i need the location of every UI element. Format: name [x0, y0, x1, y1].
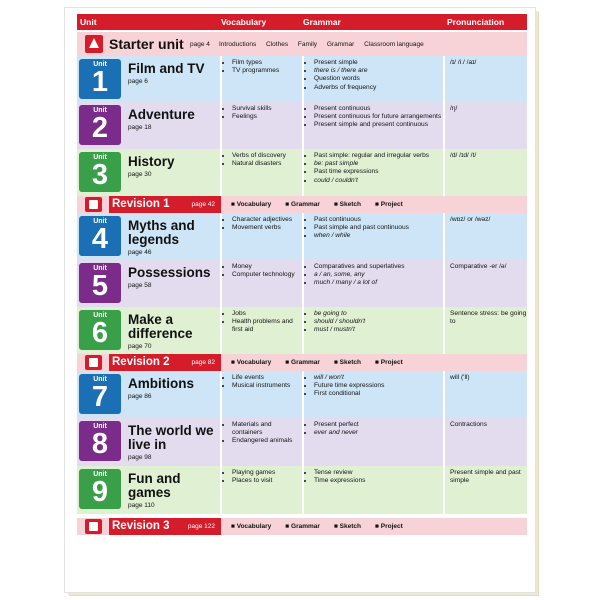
- revision-title-bar: [109, 354, 221, 371]
- grammar-item: • Present simple: [314, 59, 443, 67]
- vocabulary-cell: [221, 418, 301, 466]
- vocabulary-item: • Endangered animals: [232, 437, 301, 445]
- starter-items: [219, 41, 432, 48]
- unit-row: [77, 466, 527, 514]
- unit-title-text: Fun and games: [128, 471, 181, 500]
- revision-item: Vocabulary: [236, 359, 272, 366]
- unit-title: [128, 472, 220, 510]
- unit-title-text: Make a difference: [128, 312, 193, 341]
- grammar-item: • a / an, some, any: [314, 271, 443, 279]
- header-pronunciation: Pronunciation: [447, 17, 505, 27]
- unit-page: page 58: [128, 282, 152, 289]
- unit-number: 1: [91, 66, 109, 98]
- revision-page: page 42: [191, 201, 215, 208]
- vocabulary-list: [223, 469, 301, 485]
- revision-row: [77, 518, 527, 535]
- unit-number: 8: [91, 428, 109, 460]
- pronunciation-cell: /ɪ/ /iː/ /aɪ/: [450, 59, 477, 66]
- grammar-list: [305, 105, 443, 130]
- grammar-item: • could / couldn't: [314, 177, 443, 185]
- grammar-item: • should / shouldn't: [314, 318, 443, 326]
- grammar-item: • Question words: [314, 75, 443, 83]
- grammar-item: • be going to: [314, 310, 443, 318]
- revision-title: Revision 2: [112, 356, 170, 368]
- vocabulary-cell: [221, 102, 301, 149]
- pronunciation-cell: /ŋ/: [450, 105, 458, 112]
- vocabulary-item: • Jobs: [232, 310, 301, 318]
- header-unit: Unit: [80, 17, 97, 27]
- unit-title: [128, 155, 220, 179]
- unit-title-text: Adventure: [128, 107, 195, 122]
- pronunciation-cell: Present simple and past simple: [450, 469, 521, 485]
- table-header: [77, 14, 527, 30]
- revision-item: Sketch: [339, 201, 361, 208]
- unit-row: [77, 149, 527, 196]
- grammar-list: [305, 152, 443, 185]
- unit-label: Unit: [93, 376, 107, 383]
- vocabulary-item: • Movement verbs: [232, 224, 301, 232]
- pronunciation-cell: /wɒz/ or /wəz/: [450, 216, 491, 223]
- grammar-cell: [303, 213, 443, 260]
- revision-title-bar: [109, 196, 221, 213]
- revision-title-bar: [109, 518, 221, 535]
- unit-number-badge: [79, 59, 121, 99]
- unit-number: 5: [91, 270, 109, 302]
- unit-label: Unit: [93, 154, 107, 161]
- revision-title: Revision 3: [112, 520, 170, 532]
- grammar-item: • be: past simple: [314, 160, 443, 168]
- vocabulary-item: • Places to visit: [232, 477, 301, 485]
- unit-label: Unit: [93, 471, 107, 478]
- book-icon: [85, 197, 102, 212]
- contents-page: [65, 8, 535, 592]
- unit-title: [128, 108, 220, 132]
- unit-label: Unit: [93, 423, 107, 430]
- vocabulary-list: [223, 59, 301, 75]
- unit-number-badge: [79, 374, 121, 414]
- vocabulary-list: [223, 216, 301, 232]
- unit-row: [77, 371, 527, 418]
- grammar-item: • Present perfect: [314, 421, 443, 429]
- unit-number-badge: [79, 105, 121, 145]
- grammar-item: • will / won't: [314, 374, 443, 382]
- unit-row: [77, 307, 527, 354]
- revision-item: Grammar: [291, 523, 320, 530]
- vocabulary-cell: [221, 466, 301, 514]
- grammar-cell: [303, 418, 443, 466]
- unit-label: Unit: [93, 107, 107, 114]
- revision-items: ■ Vocabulary ■ Grammar ■ Sketch ■ Project: [231, 523, 403, 530]
- unit-number-badge: [79, 152, 121, 192]
- revision-page: page 82: [191, 359, 215, 366]
- unit-number-badge: [79, 216, 121, 256]
- pronunciation-cell: Sentence stress: be going to: [450, 310, 527, 326]
- vocabulary-item: • Money: [232, 263, 301, 271]
- grammar-list: [305, 59, 443, 92]
- vocabulary-item: • Feelings: [232, 113, 301, 121]
- grammar-cell: [303, 307, 443, 354]
- revision-item: Sketch: [339, 359, 361, 366]
- grammar-item: • Present simple and present continuous: [314, 121, 443, 129]
- grammar-item: • Past time expressions: [314, 168, 443, 176]
- unit-title-text: Ambitions: [128, 376, 194, 391]
- unit-number: 3: [91, 159, 109, 191]
- starter-page: page 4: [190, 41, 210, 48]
- vocabulary-item: • Playing games: [232, 469, 301, 477]
- header-grammar: Grammar: [303, 17, 341, 27]
- pronunciation-cell: /d/ /ɪd/ /t/: [450, 152, 477, 159]
- revision-row: [77, 196, 527, 213]
- vocabulary-item: • Film types: [232, 59, 301, 67]
- vocabulary-item: • Life events: [232, 374, 301, 382]
- unit-number: 2: [91, 112, 109, 144]
- unit-page: page 18: [128, 124, 152, 131]
- vocabulary-cell: [221, 149, 301, 196]
- unit-title-text: History: [128, 154, 175, 169]
- unit-title: [128, 424, 220, 462]
- starter-item: Clothes: [266, 41, 289, 48]
- book-icon: [85, 355, 102, 370]
- starter-unit-row: [77, 32, 527, 56]
- vocabulary-item: • Natural disasters: [232, 160, 301, 168]
- grammar-item: • Tense review: [314, 469, 443, 477]
- vocabulary-cell: [221, 213, 301, 260]
- unit-page: page 6: [128, 78, 148, 85]
- vocabulary-list: [223, 263, 301, 279]
- vocabulary-item: • TV programmes: [232, 67, 301, 75]
- unit-label: Unit: [93, 218, 107, 225]
- revision-item: Project: [380, 201, 403, 208]
- grammar-item: • Past simple: regular and irregular verbs: [314, 152, 443, 160]
- unit-row: [77, 56, 527, 102]
- vocabulary-list: [223, 152, 301, 168]
- unit-page: page 70: [128, 343, 152, 350]
- unit-page: page 46: [128, 249, 152, 256]
- unit-page: page 110: [128, 502, 155, 509]
- grammar-list: [305, 469, 443, 485]
- grammar-list: [305, 310, 443, 335]
- unit-label: Unit: [93, 265, 107, 272]
- unit-number: 4: [91, 223, 109, 255]
- grammar-item: • when / while: [314, 232, 443, 240]
- unit-title-text: Film and TV: [128, 61, 205, 76]
- grammar-item: • much / many / a lot of: [314, 279, 443, 287]
- unit-number-badge: [79, 469, 121, 509]
- grammar-item: • ever and never: [314, 429, 443, 437]
- revision-items: ■ Vocabulary ■ Grammar ■ Sketch ■ Project: [231, 359, 403, 366]
- starter-item: Introductions: [219, 41, 257, 48]
- grammar-item: • Past simple and past continuous: [314, 224, 443, 232]
- unit-row: [77, 418, 527, 466]
- unit-row: [77, 102, 527, 149]
- vocabulary-item: • Musical instruments: [232, 382, 301, 390]
- vocabulary-item: • Character adjectives: [232, 216, 301, 224]
- vocabulary-list: [223, 374, 301, 390]
- unit-title-text: The world we live in: [128, 423, 214, 452]
- vocabulary-cell: [221, 260, 301, 307]
- grammar-item: • Present continuous for future arrangements: [314, 113, 443, 121]
- starter-item: Classroom language: [364, 41, 424, 48]
- unit-page: page 98: [128, 454, 152, 461]
- grammar-item: • Time expressions: [314, 477, 443, 485]
- grammar-cell: [303, 102, 443, 149]
- grammar-item: • Past continuous: [314, 216, 443, 224]
- grammar-item: • must / mustn't: [314, 326, 443, 334]
- unit-number-badge: [79, 310, 121, 350]
- pronunciation-cell: Contractions: [450, 421, 488, 428]
- unit-number-badge: [79, 421, 121, 461]
- vocabulary-item: • Materials and containers: [232, 421, 301, 437]
- vocabulary-list: [223, 310, 301, 335]
- vocabulary-item: • Survival skills: [232, 105, 301, 113]
- grammar-cell: [303, 149, 443, 196]
- grammar-item: • Adverbs of frequency: [314, 84, 443, 92]
- unit-page: page 86: [128, 393, 152, 400]
- grammar-list: [305, 216, 443, 241]
- unit-page: page 30: [128, 171, 152, 178]
- grammar-item: • Future time expressions: [314, 382, 443, 390]
- grammar-list: [305, 421, 443, 437]
- revision-page: page 122: [187, 523, 215, 530]
- grammar-item: • Present continuous: [314, 105, 443, 113]
- revision-item: Project: [380, 523, 403, 530]
- vocabulary-item: • Health problems and first aid: [232, 318, 301, 334]
- revision-item: Vocabulary: [236, 201, 272, 208]
- starter-item: Grammar: [326, 41, 355, 48]
- pronunciation-cell: Comparative -er /ə/: [450, 263, 507, 270]
- revision-item: Project: [380, 359, 403, 366]
- vocabulary-list: [223, 421, 301, 446]
- revision-title: Revision 1: [112, 198, 170, 210]
- grammar-list: [305, 374, 443, 399]
- vocabulary-list: [223, 105, 301, 121]
- vocabulary-cell: [221, 371, 301, 418]
- unit-label: Unit: [93, 61, 107, 68]
- unit-title: [128, 313, 220, 351]
- unit-number-badge: [79, 263, 121, 303]
- unit-title: [128, 62, 220, 86]
- vocabulary-cell: [221, 307, 301, 354]
- unit-row: [77, 213, 527, 260]
- unit-number: 9: [91, 476, 109, 508]
- unit-label: Unit: [93, 312, 107, 319]
- revision-row: [77, 354, 527, 371]
- unit-title: [128, 377, 220, 401]
- grammar-cell: [303, 371, 443, 418]
- unit-number: 7: [91, 381, 109, 413]
- unit-title: [128, 266, 220, 290]
- grammar-cell: [303, 56, 443, 102]
- unit-title-text: Myths and legends: [128, 218, 195, 247]
- unit-title-text: Possessions: [128, 265, 211, 280]
- revision-item: Grammar: [291, 359, 320, 366]
- starter-title: Starter unit: [109, 36, 184, 52]
- revision-item: Grammar: [291, 201, 320, 208]
- header-vocabulary: Vocabulary: [221, 17, 267, 27]
- unit-number: 6: [91, 317, 109, 349]
- revision-item: Sketch: [339, 523, 361, 530]
- grammar-item: • Comparatives and superlatives: [314, 263, 443, 271]
- book-icon: [85, 519, 102, 534]
- grammar-item: • there is / there are: [314, 67, 443, 75]
- grammar-item: • First conditional: [314, 390, 443, 398]
- unit-title: [128, 219, 220, 257]
- warning-triangle-icon: [85, 35, 103, 53]
- starter-item: Family: [297, 41, 318, 48]
- grammar-cell: [303, 260, 443, 307]
- revision-item: Vocabulary: [236, 523, 272, 530]
- grammar-list: [305, 263, 443, 288]
- revision-items: ■ Vocabulary ■ Grammar ■ Sketch ■ Project: [231, 201, 403, 208]
- vocabulary-cell: [221, 56, 301, 102]
- vocabulary-item: • Computer technology: [232, 271, 301, 279]
- pronunciation-cell: will ('ll): [450, 374, 470, 381]
- grammar-cell: [303, 466, 443, 514]
- unit-row: [77, 260, 527, 307]
- vocabulary-item: • Verbs of discovery: [232, 152, 301, 160]
